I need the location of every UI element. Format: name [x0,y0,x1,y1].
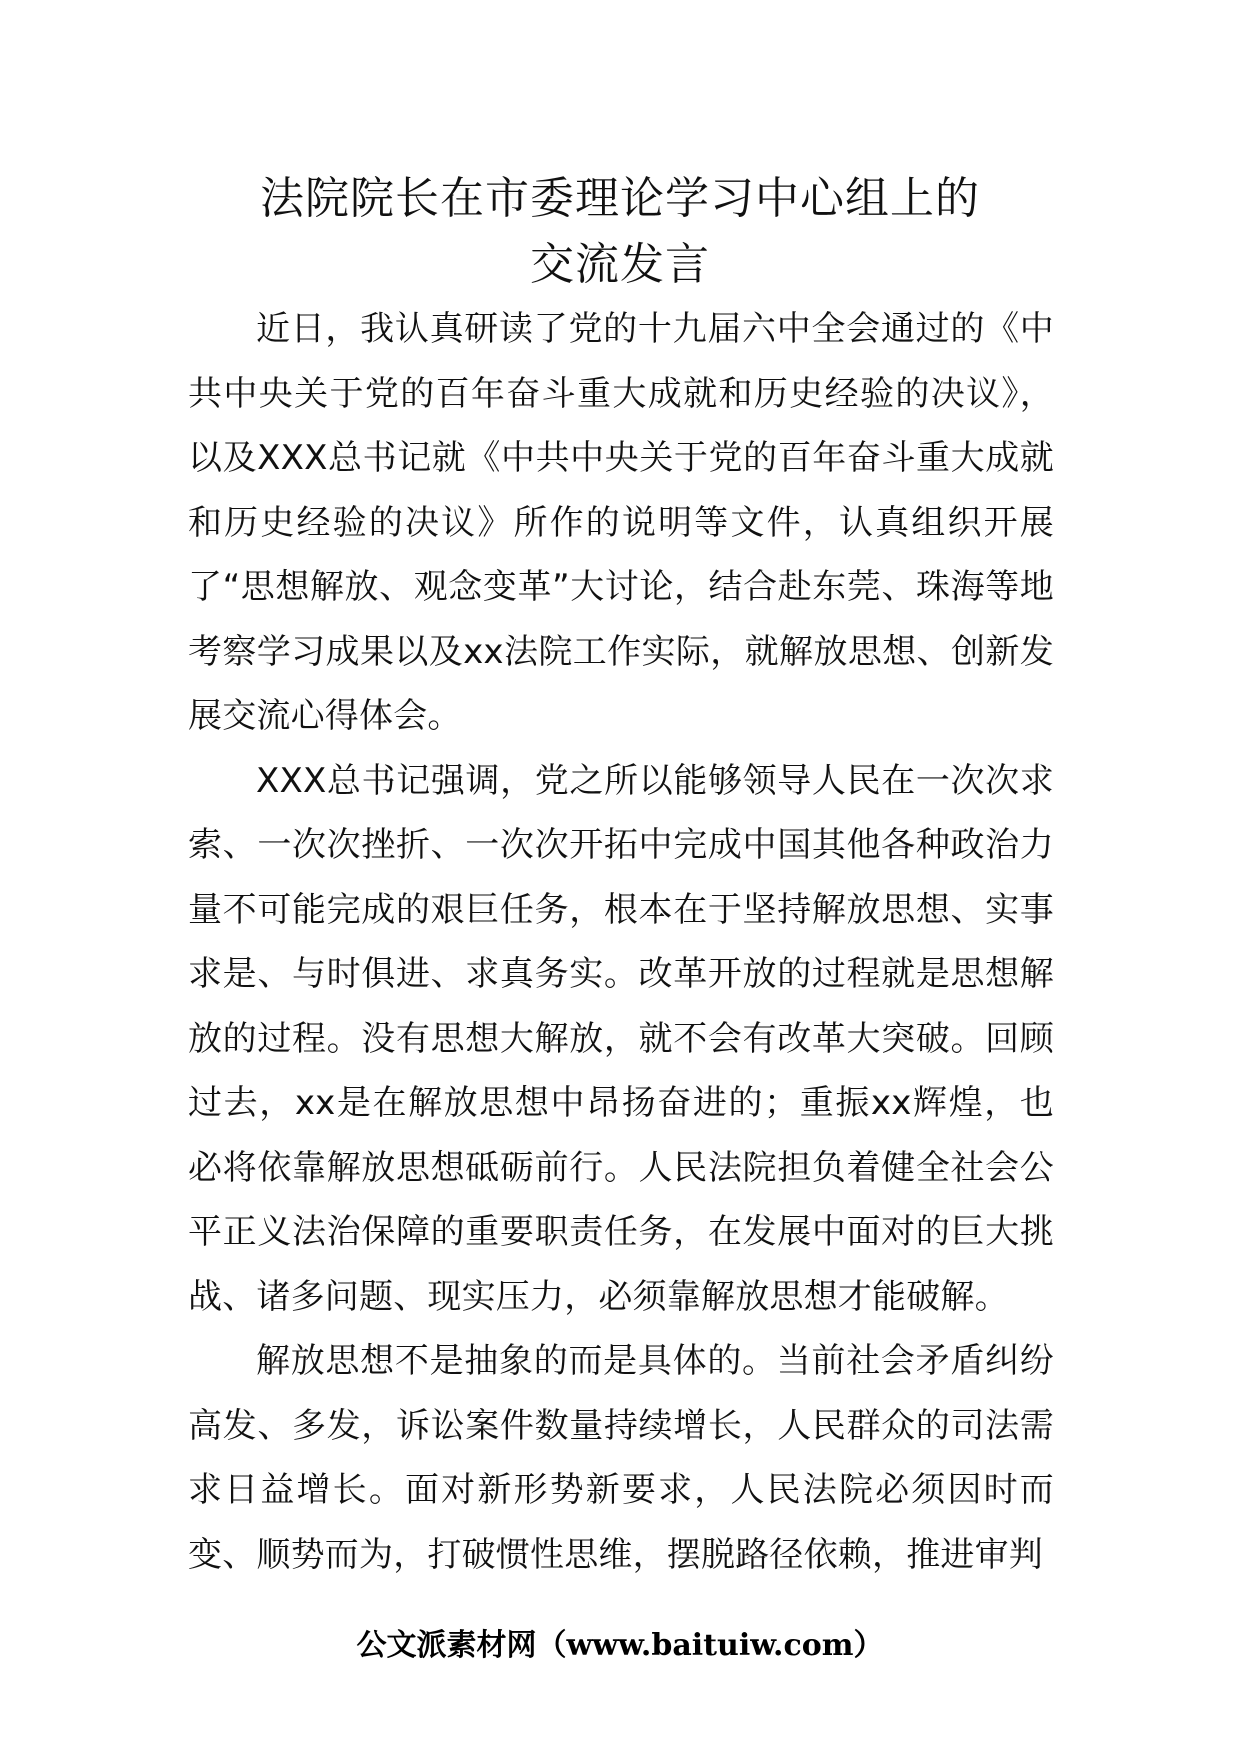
footer-watermark-text: 公文派素材网（www.baituiw.com） [356,1628,884,1663]
paragraph-1: 近日，我认真研读了党的十九届六中全会通过的《中共中央关于党的百年奋斗重大成就和历史经验的决议》，以及XXX总书记就《中共中央关于党的百年奋斗重大成就和历史经验的决议》所作的说明等文件，认真组织开展了“思想解放、观念变革”大讨论，结合赴东莞、珠海等地考察学习成果以及xx法院工作实际，就解放思想、创新发展交流心得体会。 [188,309,1054,736]
document-title-line2: 交流发言 [530,239,710,290]
document-title-line1: 法院院长在市委理论学习中心组上的 [260,173,980,224]
document-body [188,297,1054,1587]
paragraph-2: XXX总书记强调，党之所以能够领导人民在一次次求索、一次次挫折、一次次开拓中完成中国其他各种政治力量不可能完成的艰巨任务，根本在于坚持解放思想、实事求是、与时俱进、求真务实。改革开放的过程就是思想解放的过程。没有思想大解放，就不会有改革大突破。回顾过去，xx是在解放思想中昂扬奋进的；重振xx辉煌，也必将依靠解放思想砥砺前行。人民法院担负着健全社会公平正义法治保障的重要职责任务，在发展中面对的巨大挑战、诸多问题、现实压力，必须靠解放思想才能破解。 [188,760,1054,1317]
paragraph-3: 解放思想不是抽象的而是具体的。当前社会矛盾纠纷高发、多发，诉讼案件数量持续增长，人民群众的司法需求日益增长。面对新形势新要求，人民法院必须因时而变、顺势而为，打破惯性思维，摆脱路径依赖，推进审判 [188,1341,1054,1575]
